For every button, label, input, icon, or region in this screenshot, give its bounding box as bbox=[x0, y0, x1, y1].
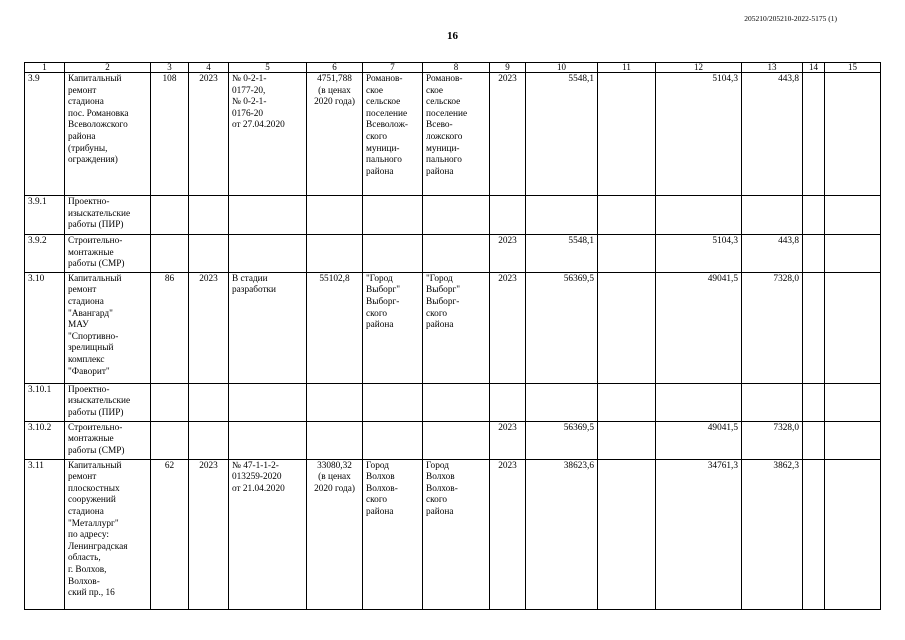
cell-estimate: 4751,788 (в ценах 2020 года) bbox=[307, 73, 363, 196]
cell-customer: "Город Выборг" Выборг- ского района bbox=[363, 272, 423, 383]
col-header: 3 bbox=[151, 63, 189, 73]
cell-col11 bbox=[598, 196, 656, 235]
cell-customer bbox=[363, 235, 423, 273]
cell-customer bbox=[363, 383, 423, 421]
cell-col15 bbox=[825, 272, 881, 383]
col-header: 15 bbox=[825, 63, 881, 73]
cell-customer bbox=[363, 421, 423, 459]
row-number: 3.10.2 bbox=[25, 421, 65, 459]
col-header: 14 bbox=[803, 63, 825, 73]
cell-capacity bbox=[151, 235, 189, 273]
col-header: 1 bbox=[25, 63, 65, 73]
cell-year bbox=[189, 196, 229, 235]
cell-year bbox=[189, 235, 229, 273]
col-header: 11 bbox=[598, 63, 656, 73]
object-name: Капитальный ремонт плоскостных сооружений стадиона "Металлург" по адресу: Ленинградская область, г. Волхов, Волхов- ский пр., 16 bbox=[65, 459, 151, 609]
cell-col15 bbox=[825, 459, 881, 609]
cell-col15 bbox=[825, 196, 881, 235]
cell-expertise: № 0-2-1- 0177-20, № 0-2-1- 0176-20 от 27.04.2020 bbox=[229, 73, 307, 196]
document-id: 205210/205210-2022-5175 (1) bbox=[744, 14, 837, 23]
cell-year: 2023 bbox=[189, 272, 229, 383]
cell-estimate bbox=[307, 196, 363, 235]
cell-year bbox=[189, 383, 229, 421]
cell-col12: 49041,5 bbox=[656, 272, 742, 383]
cell-total bbox=[526, 196, 598, 235]
cell-col14 bbox=[803, 235, 825, 273]
cell-col14 bbox=[803, 196, 825, 235]
col-header: 2 bbox=[65, 63, 151, 73]
cell-col14 bbox=[803, 421, 825, 459]
cell-col12 bbox=[656, 383, 742, 421]
table-row bbox=[25, 235, 881, 273]
cell-total: 38623,6 bbox=[526, 459, 598, 609]
cell-estimate: 55102,8 bbox=[307, 272, 363, 383]
page-number: 16 bbox=[447, 30, 458, 42]
column-number-row bbox=[25, 63, 881, 73]
cell-owner: "Город Выборг" Выборг- ского района bbox=[423, 272, 490, 383]
cell-expertise bbox=[229, 383, 307, 421]
cell-capacity: 108 bbox=[151, 73, 189, 196]
cell-col14 bbox=[803, 459, 825, 609]
cell-customer: Город Волхов Волхов- ского района bbox=[363, 459, 423, 609]
cell-col11 bbox=[598, 383, 656, 421]
cell-col14 bbox=[803, 272, 825, 383]
cell-owner: Романов- ское сельское поселение Всево- ложского муници- пального района bbox=[423, 73, 490, 196]
cell-col15 bbox=[825, 73, 881, 196]
col-header: 12 bbox=[656, 63, 742, 73]
row-number: 3.9.1 bbox=[25, 196, 65, 235]
cell-year bbox=[189, 421, 229, 459]
col-header: 10 bbox=[526, 63, 598, 73]
cell-estimate bbox=[307, 421, 363, 459]
cell-expertise bbox=[229, 235, 307, 273]
cell-year: 2023 bbox=[189, 459, 229, 609]
cell-col14 bbox=[803, 383, 825, 421]
cell-owner bbox=[423, 235, 490, 273]
cell-col13: 443,8 bbox=[742, 235, 803, 273]
cell-estimate bbox=[307, 235, 363, 273]
cell-col14 bbox=[803, 73, 825, 196]
cell-total: 56369,5 bbox=[526, 272, 598, 383]
object-name: Строительно- монтажные работы (СМР) bbox=[65, 235, 151, 273]
cell-fin-year bbox=[490, 383, 526, 421]
cell-total: 5548,1 bbox=[526, 73, 598, 196]
cell-col12: 5104,3 bbox=[656, 235, 742, 273]
cell-col13: 443,8 bbox=[742, 73, 803, 196]
row-number: 3.10.1 bbox=[25, 383, 65, 421]
cell-col13: 7328,0 bbox=[742, 272, 803, 383]
cell-expertise bbox=[229, 196, 307, 235]
cell-year: 2023 bbox=[189, 73, 229, 196]
cell-capacity bbox=[151, 383, 189, 421]
object-name: Капитальный ремонт стадиона пос. Романовка Всеволожского района (трибуны, ограждения) bbox=[65, 73, 151, 196]
col-header: 6 bbox=[307, 63, 363, 73]
cell-fin-year bbox=[490, 196, 526, 235]
cell-estimate bbox=[307, 383, 363, 421]
row-number: 3.11 bbox=[25, 459, 65, 609]
cell-owner bbox=[423, 196, 490, 235]
cell-owner bbox=[423, 421, 490, 459]
table-row bbox=[25, 73, 881, 196]
cell-col11 bbox=[598, 459, 656, 609]
cell-fin-year: 2023 bbox=[490, 73, 526, 196]
cell-col11 bbox=[598, 235, 656, 273]
cell-fin-year: 2023 bbox=[490, 459, 526, 609]
cell-col11 bbox=[598, 73, 656, 196]
cell-col12 bbox=[656, 196, 742, 235]
cell-owner bbox=[423, 383, 490, 421]
cell-col13 bbox=[742, 196, 803, 235]
cell-expertise bbox=[229, 421, 307, 459]
program-table bbox=[24, 62, 881, 610]
cell-col13: 3862,3 bbox=[742, 459, 803, 609]
cell-col15 bbox=[825, 383, 881, 421]
col-header: 5 bbox=[229, 63, 307, 73]
table-row bbox=[25, 421, 881, 459]
col-header: 13 bbox=[742, 63, 803, 73]
cell-expertise: В стадии разработки bbox=[229, 272, 307, 383]
cell-capacity bbox=[151, 421, 189, 459]
object-name: Капитальный ремонт стадиона "Авангард" МАУ "Спортивно- зрелищный комплекс "Фаворит" bbox=[65, 272, 151, 383]
cell-col11 bbox=[598, 272, 656, 383]
cell-col13: 7328,0 bbox=[742, 421, 803, 459]
cell-fin-year: 2023 bbox=[490, 272, 526, 383]
row-number: 3.9.2 bbox=[25, 235, 65, 273]
table-row bbox=[25, 383, 881, 421]
cell-capacity: 62 bbox=[151, 459, 189, 609]
cell-fin-year: 2023 bbox=[490, 235, 526, 273]
cell-fin-year: 2023 bbox=[490, 421, 526, 459]
object-name: Строительно- монтажные работы (СМР) bbox=[65, 421, 151, 459]
cell-col15 bbox=[825, 235, 881, 273]
cell-capacity bbox=[151, 196, 189, 235]
col-header: 8 bbox=[423, 63, 490, 73]
row-number: 3.10 bbox=[25, 272, 65, 383]
cell-owner: Город Волхов Волхов- ского района bbox=[423, 459, 490, 609]
object-name: Проектно- изыскательские работы (ПИР) bbox=[65, 383, 151, 421]
cell-customer: Романов- ское сельское поселение Всеволож- ского муници- пального района bbox=[363, 73, 423, 196]
table-row bbox=[25, 272, 881, 383]
cell-total bbox=[526, 383, 598, 421]
cell-customer bbox=[363, 196, 423, 235]
cell-col11 bbox=[598, 421, 656, 459]
object-name: Проектно- изыскательские работы (ПИР) bbox=[65, 196, 151, 235]
cell-col12: 34761,3 bbox=[656, 459, 742, 609]
cell-expertise: № 47-1-1-2- 013259-2020 от 21.04.2020 bbox=[229, 459, 307, 609]
cell-total: 56369,5 bbox=[526, 421, 598, 459]
cell-col13 bbox=[742, 383, 803, 421]
cell-col12: 49041,5 bbox=[656, 421, 742, 459]
table-row bbox=[25, 196, 881, 235]
col-header: 9 bbox=[490, 63, 526, 73]
row-number: 3.9 bbox=[25, 73, 65, 196]
cell-estimate: 33080,32 (в ценах 2020 года) bbox=[307, 459, 363, 609]
table-row bbox=[25, 459, 881, 609]
cell-col12: 5104,3 bbox=[656, 73, 742, 196]
cell-capacity: 86 bbox=[151, 272, 189, 383]
col-header: 7 bbox=[363, 63, 423, 73]
cell-total: 5548,1 bbox=[526, 235, 598, 273]
col-header: 4 bbox=[189, 63, 229, 73]
cell-col15 bbox=[825, 421, 881, 459]
